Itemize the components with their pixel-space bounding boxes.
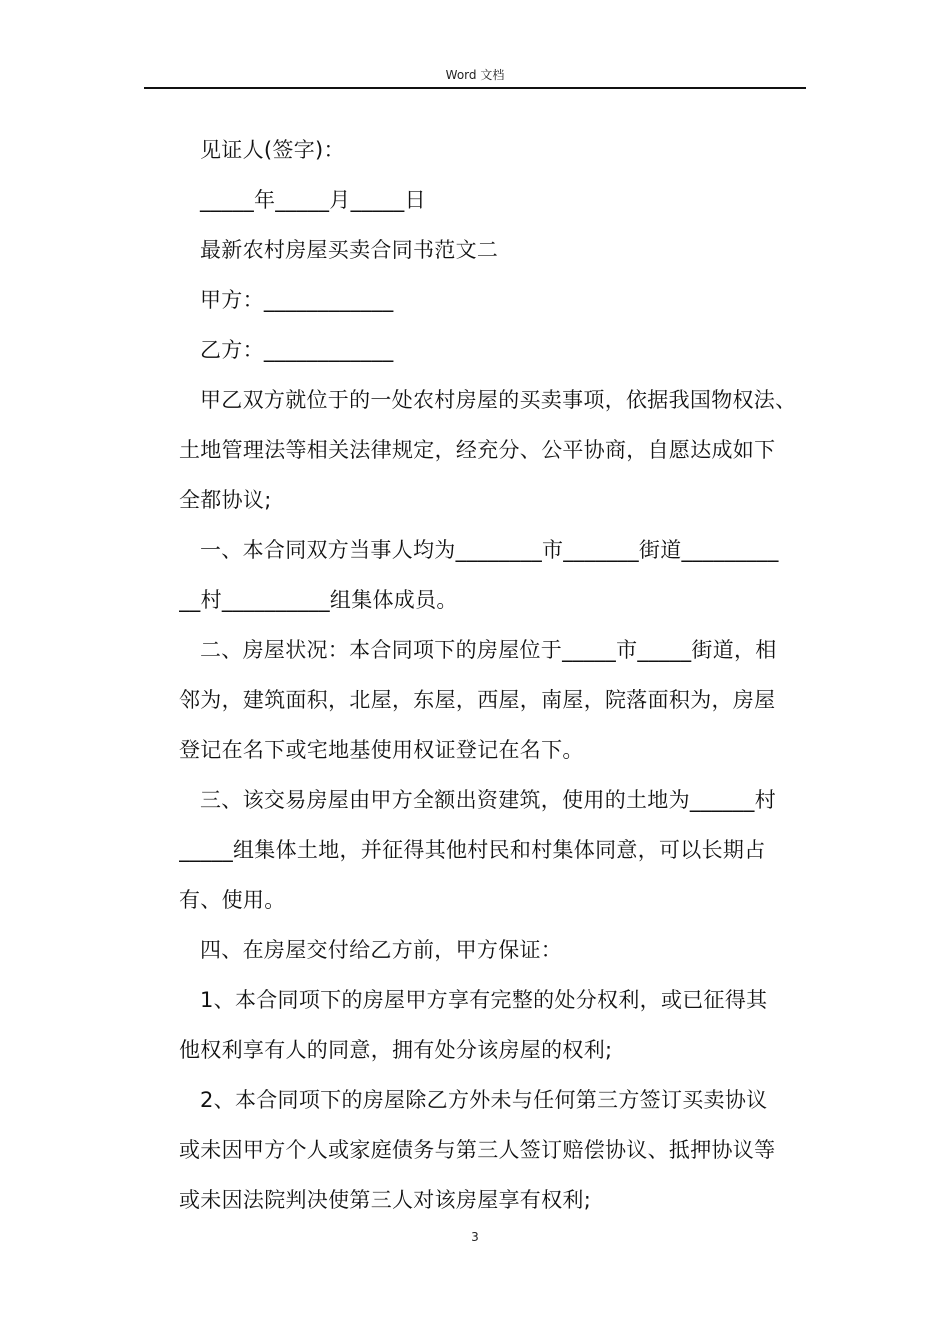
- header-divider: [144, 87, 806, 89]
- clause-line: 2、本合同项下的房屋除乙方外未与任何第三方签订买卖协议: [200, 1088, 768, 1112]
- page-number: 3: [471, 1230, 479, 1244]
- clause-line: 邻为，建筑面积，北屋，东屋，西屋，南屋，院落面积为，房屋: [179, 688, 776, 712]
- paragraph-line: 全都协议;: [179, 488, 272, 512]
- paragraph-line: 甲乙双方就位于的一处农村房屋的买卖事项，依据我国物权法、: [200, 388, 797, 412]
- section-title: 最新农村房屋买卖合同书范文二: [200, 238, 499, 262]
- clause-line: 一、本合同双方当事人均为________市_______街道_________: [200, 538, 779, 562]
- clause-line: 登记在名下或宅地基使用权证登记在名下。: [179, 738, 584, 762]
- clause-line: 四、在房屋交付给乙方前，甲方保证：: [200, 938, 563, 962]
- clause-line: __村__________组集体成员。: [179, 588, 458, 612]
- clause-line: 三、该交易房屋由甲方全额出资建筑，使用的土地为______村: [200, 788, 776, 812]
- clause-line: _____组集体土地，并征得其他村民和村集体同意，可以长期占: [179, 838, 766, 862]
- clause-line: 或未因甲方个人或家庭债务与第三人签订赔偿协议、抵押协议等: [179, 1138, 776, 1162]
- clause-line: 他权利享有人的同意，拥有处分该房屋的权利;: [179, 1038, 613, 1062]
- paragraph-line: 土地管理法等相关法律规定，经充分、公平协商，自愿达成如下: [179, 438, 776, 462]
- clause-line: 二、房屋状况：本合同项下的房屋位于_____市_____街道，相: [200, 638, 777, 662]
- document-body: [179, 125, 809, 1225]
- clause-line: 或未因法院判决使第三人对该房屋享有权利;: [179, 1188, 592, 1212]
- witness-signature-line: 见证人(签字)：: [200, 138, 345, 162]
- party-b-line: 乙方：____________: [200, 338, 394, 362]
- page-header: Word 文档: [445, 68, 505, 82]
- clause-line: 有、使用。: [179, 888, 286, 912]
- date-line: _____年_____月_____日: [200, 188, 426, 212]
- party-a-line: 甲方：____________: [200, 288, 394, 312]
- clause-line: 1、本合同项下的房屋甲方享有完整的处分权利，或已征得其: [200, 988, 768, 1012]
